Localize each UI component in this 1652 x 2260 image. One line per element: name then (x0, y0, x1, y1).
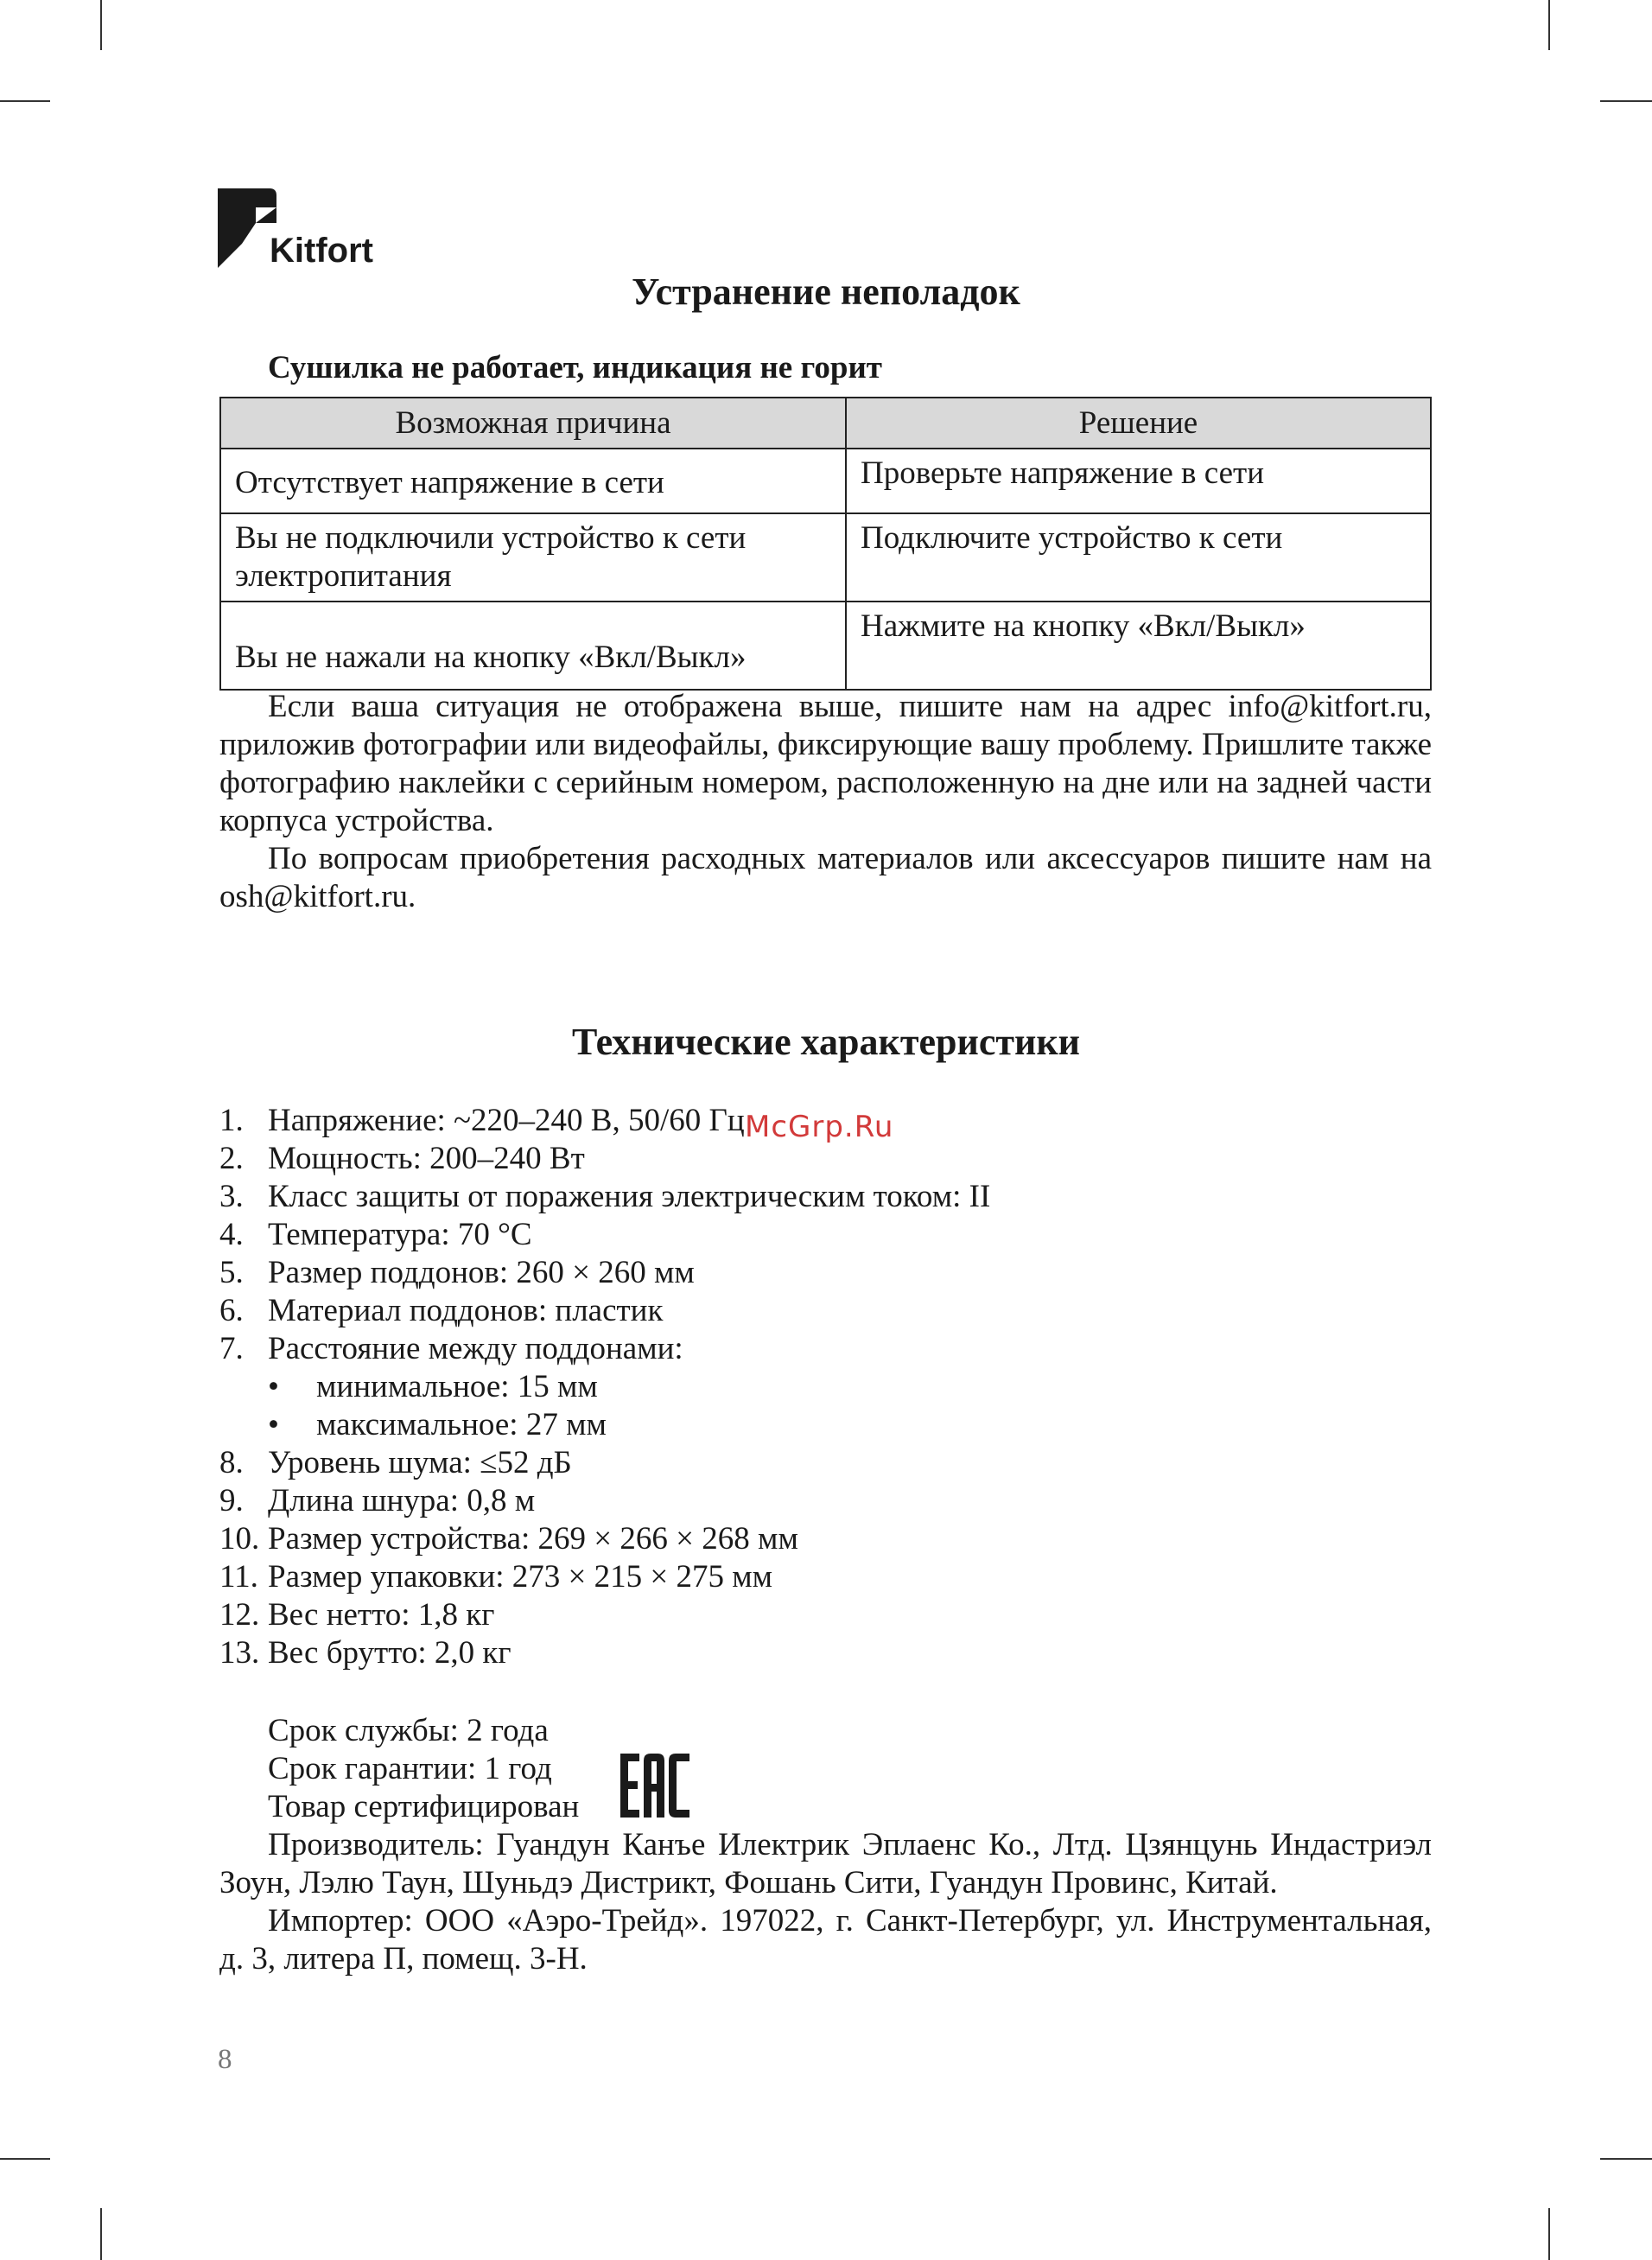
table-cell-cause: Вы не подключили устройство к сети электропитания (220, 513, 846, 602)
crop-mark (1548, 2208, 1550, 2260)
troubleshooting-title: Устранение неполадок (632, 271, 1020, 313)
list-item: 6. Материал поддонов: пластик (219, 1293, 664, 1328)
list-item: 13. Вес брутто: 2,0 кг (219, 1635, 511, 1671)
contact-note-text: Если ваша ситуация не отображена выше, пишите нам на адрес info@kitfort.ru, приложив фотографии или видеофайлы, фиксирующие вашу проблему. Пришлите также фотографию наклейки с серийным номером, расположенную на дне или на задней части корпуса устройства. (219, 689, 1432, 838)
watermark: McGrp.Ru (745, 1110, 894, 1144)
table-cell-cause: Вы не нажали на кнопку «Вкл/Выкл» (220, 602, 846, 690)
service-life: Срок службы: 2 года (268, 1713, 549, 1748)
table-cell-solution: Проверьте напряжение в сети (846, 449, 1431, 513)
certified: Товар сертифицирован (268, 1789, 580, 1824)
crop-mark (100, 2208, 102, 2260)
crop-mark (100, 0, 102, 50)
problem-subtitle: Сушилка не работает, индикация не горит (268, 350, 882, 385)
service-info (268, 1712, 579, 1826)
warranty: Срок гарантии: 1 год (268, 1751, 552, 1786)
importer-text: Импортер: ООО «Аэро-Трейд». 197022, г. Санкт-Петербург, ул. Инструментальная, д. 3, литера П, помещ. 3-Н. (219, 1903, 1432, 1977)
accessories-note (219, 840, 1432, 916)
manufacturer-text: Производитель: Гуандун Канъе Илектрик Эплаенс Ко., Лтд. Цзянцунь Индастриэл Зоун, Лэлю Таун, Шуньдэ Дистрикт, Фошань Сити, Гуандун Провинс, Китай. (219, 1827, 1432, 1900)
column-header-solution: Решение (846, 398, 1431, 449)
brand-wordmark: Kitfort (270, 232, 373, 270)
crop-mark (1600, 2158, 1652, 2160)
troubleshooting-table (219, 397, 1432, 691)
list-item: 1. Напряжение: ~220–240 В, 50/60 Гц (219, 1103, 745, 1138)
table-cell-solution: Подключите устройство к сети (846, 513, 1431, 602)
specs-list (219, 1102, 1432, 1672)
eac-mark-icon (619, 1752, 691, 1819)
crop-mark (0, 2158, 50, 2160)
list-item: 7. Расстояние между поддонами: (219, 1331, 683, 1366)
crop-mark (0, 100, 50, 102)
table-cell-solution: Нажмите на кнопку «Вкл/Выкл» (846, 602, 1431, 690)
accessories-note-text: По вопросам приобретения расходных материалов или аксессуаров пишите нам на osh@kitfort.ru. (219, 841, 1432, 914)
list-subitem: • минимальное: 15 мм (268, 1369, 598, 1404)
crop-mark (1548, 0, 1550, 50)
contact-note (219, 688, 1432, 840)
list-item: 11. Размер упаковки: 273 × 215 × 275 мм (219, 1559, 773, 1595)
list-item: 3. Класс защиты от поражения электрическим током: II (219, 1179, 991, 1214)
specs-title: Технические характеристики (571, 1021, 1081, 1063)
list-item: 8. Уровень шума: ≤52 дБ (219, 1445, 572, 1480)
table-row (220, 602, 1431, 690)
manufacturer (219, 1826, 1432, 1902)
importer (219, 1902, 1432, 1978)
page-number: 8 (218, 2044, 232, 2075)
table-cell-cause: Отсутствует напряжение в сети (220, 449, 846, 513)
table-row (220, 513, 1431, 602)
list-item: 9. Длина шнура: 0,8 м (219, 1483, 536, 1518)
table-row (220, 449, 1431, 513)
list-item: 2. Мощность: 200–240 Вт (219, 1141, 585, 1176)
list-subitem: • максимальное: 27 мм (268, 1407, 607, 1442)
list-item: 4. Температура: 70 °C (219, 1217, 532, 1252)
list-item: 5. Размер поддонов: 260 × 260 мм (219, 1255, 695, 1290)
column-header-cause: Возможная причина (220, 398, 846, 449)
list-item: 10. Размер устройства: 269 × 266 × 268 мм (219, 1521, 798, 1557)
list-item: 12. Вес нетто: 1,8 кг (219, 1597, 495, 1633)
crop-mark (1600, 100, 1652, 102)
